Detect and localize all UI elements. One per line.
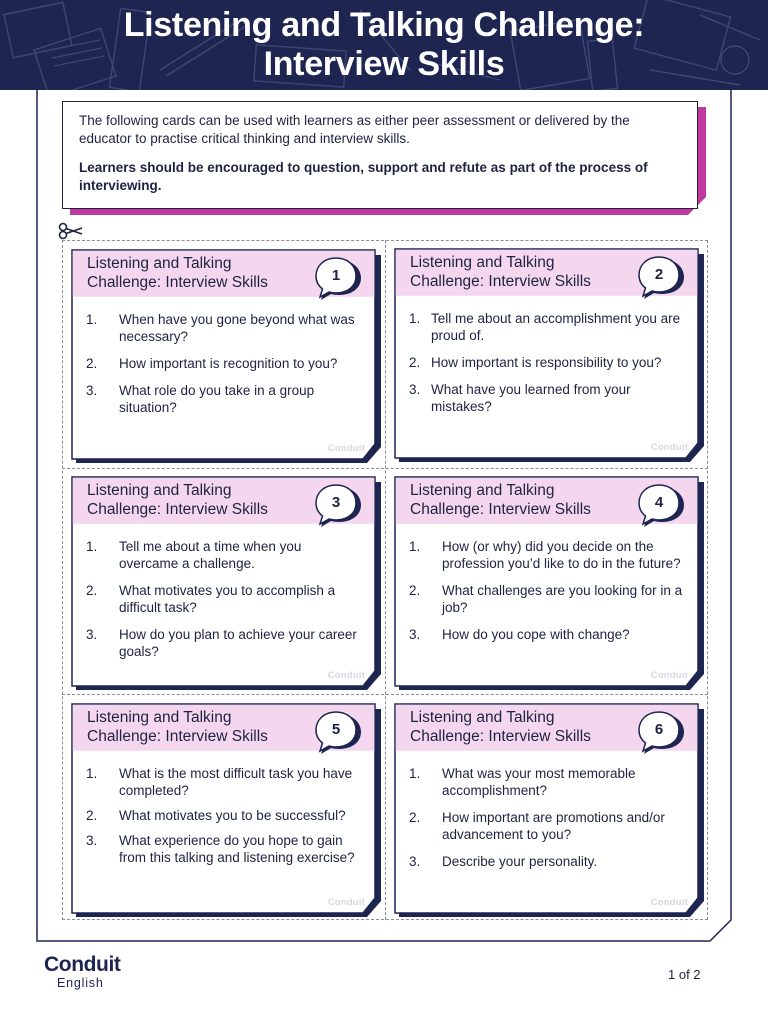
question-text: How important are promotions and/or advancement to you? — [442, 810, 665, 842]
card-brand-watermark: Conduit — [650, 670, 688, 681]
question-item — [86, 382, 362, 416]
title-line-1: Listening and Talking Challenge: — [123, 6, 645, 44]
cut-guide-horizontal-2 — [62, 694, 708, 695]
question-number: 1. — [409, 539, 421, 554]
question-item — [409, 765, 685, 799]
question-text: What is the most difficult task you have completed? — [119, 766, 353, 798]
intro-box — [62, 101, 706, 215]
card-number: 6 — [654, 721, 664, 738]
card-number: 1 — [331, 267, 341, 284]
card-title-line-1: Listening and Talking — [87, 709, 232, 726]
question-text: How important is responsibility to you? — [431, 355, 662, 370]
question-number: 2. — [409, 583, 421, 598]
question-card-5 — [71, 703, 383, 921]
card-number: 5 — [331, 721, 341, 738]
question-text: Tell me about an accomplishment you are proud of. — [431, 311, 681, 343]
cut-guide-vertical — [385, 240, 386, 920]
card-title-line-1: Listening and Talking — [410, 254, 555, 271]
page-number: 1 of 2 — [668, 967, 701, 982]
card-number: 4 — [654, 494, 664, 511]
question-number: 2. — [409, 810, 421, 825]
question-number: 3. — [86, 383, 98, 398]
card-brand-watermark: Conduit — [650, 897, 688, 908]
question-list — [409, 538, 685, 653]
question-text: Tell me about a time when you overcame a challenge. — [119, 539, 302, 571]
question-item — [86, 538, 362, 572]
title-line-2: Interview Skills — [263, 45, 505, 83]
question-number: 3. — [86, 833, 98, 848]
question-item — [409, 582, 685, 616]
question-list — [86, 538, 362, 670]
question-number: 2. — [86, 356, 98, 371]
question-card-6 — [394, 703, 706, 921]
card-title-line-1: Listening and Talking — [87, 482, 232, 499]
question-number: 2. — [86, 808, 98, 823]
cut-guide-horizontal-1 — [62, 468, 708, 469]
question-number: 1. — [409, 766, 421, 781]
question-number: 3. — [409, 854, 421, 869]
card-brand-watermark: Conduit — [650, 442, 688, 453]
intro-paragraph-1: The following cards can be used with learners as either peer assessment or delivered by the educator to practise critical thinking and interview skills. — [79, 113, 630, 146]
card-brand-watermark: Conduit — [327, 443, 365, 454]
card-title-line-2: Challenge: Interview Skills — [410, 501, 591, 518]
question-text: What have you learned from your mistakes? — [431, 382, 631, 414]
card-number-badge — [315, 711, 363, 757]
question-text: When have you gone beyond what was necessary? — [119, 312, 355, 344]
card-title-line-1: Listening and Talking — [410, 482, 555, 499]
question-text: Describe your personality. — [442, 854, 598, 869]
question-card-1 — [71, 249, 383, 467]
card-number: 2 — [654, 266, 664, 283]
card-number-badge — [315, 484, 363, 530]
card-title-line-2: Challenge: Interview Skills — [87, 274, 268, 291]
question-item — [409, 310, 685, 344]
question-number: 1. — [86, 312, 98, 327]
conduit-logo-subtitle: English — [57, 976, 104, 990]
card-title — [410, 708, 630, 746]
question-item — [86, 807, 362, 824]
question-number: 3. — [409, 382, 421, 397]
scissors-icon — [58, 222, 84, 240]
question-number: 2. — [86, 583, 98, 598]
question-text: What role do you take in a group situation? — [119, 383, 315, 415]
header-banner — [0, 0, 768, 90]
card-title-line-1: Listening and Talking — [87, 255, 232, 272]
card-title — [87, 481, 307, 519]
question-item — [86, 626, 362, 660]
question-item — [86, 355, 362, 372]
question-number: 3. — [409, 627, 421, 642]
question-card-3 — [71, 476, 383, 694]
card-number-badge — [315, 257, 363, 303]
question-text: What challenges are you looking for in a job? — [442, 583, 683, 615]
card-title — [87, 254, 307, 292]
question-text: What was your most memorable accomplishment? — [442, 766, 636, 798]
question-item — [86, 311, 362, 345]
card-title-line-2: Challenge: Interview Skills — [87, 501, 268, 518]
question-number: 1. — [86, 766, 98, 781]
question-list — [409, 765, 685, 880]
intro-paragraph-2: Learners should be encouraged to question, support and refute as part of the process of interviewing. — [79, 160, 648, 193]
question-list — [86, 765, 362, 866]
question-number: 2. — [409, 355, 421, 370]
card-number-badge — [638, 711, 686, 757]
card-title-line-2: Challenge: Interview Skills — [410, 728, 591, 745]
card-title — [410, 253, 630, 291]
question-item — [409, 354, 685, 371]
question-item — [86, 765, 362, 799]
question-item — [409, 853, 685, 870]
card-number-badge — [638, 484, 686, 530]
question-number: 3. — [86, 627, 98, 642]
question-number: 1. — [409, 311, 421, 326]
question-number: 1. — [86, 539, 98, 554]
card-title — [87, 708, 307, 746]
question-list — [409, 310, 685, 425]
question-item — [86, 582, 362, 616]
question-card-4 — [394, 476, 706, 694]
intro-panel — [62, 101, 698, 209]
question-item — [409, 381, 685, 415]
card-brand-watermark: Conduit — [327, 897, 365, 908]
question-item — [409, 626, 685, 643]
page-title — [0, 6, 768, 84]
question-text: How (or why) did you decide on the profession you’d like to do in the future? — [442, 539, 681, 571]
question-text: How do you plan to achieve your career goals? — [119, 627, 357, 659]
card-title-line-1: Listening and Talking — [410, 709, 555, 726]
question-text: What motivates you to accomplish a difficult task? — [119, 583, 336, 615]
question-list — [86, 311, 362, 426]
question-text: What motivates you to be successful? — [119, 808, 346, 823]
question-item — [409, 809, 685, 843]
conduit-logo: Conduit — [44, 953, 121, 976]
card-number-badge — [638, 256, 686, 302]
question-card-2 — [394, 248, 706, 466]
card-title-line-2: Challenge: Interview Skills — [87, 728, 268, 745]
question-text: How do you cope with change? — [442, 627, 630, 642]
card-title-line-2: Challenge: Interview Skills — [410, 273, 591, 290]
card-title — [410, 481, 630, 519]
card-brand-watermark: Conduit — [327, 670, 365, 681]
question-item — [86, 832, 362, 866]
question-text: How important is recognition to you? — [119, 356, 338, 371]
card-number: 3 — [331, 494, 341, 511]
question-item — [409, 538, 685, 572]
question-text: What experience do you hope to gain from this talking and listening exercise? — [119, 833, 355, 865]
